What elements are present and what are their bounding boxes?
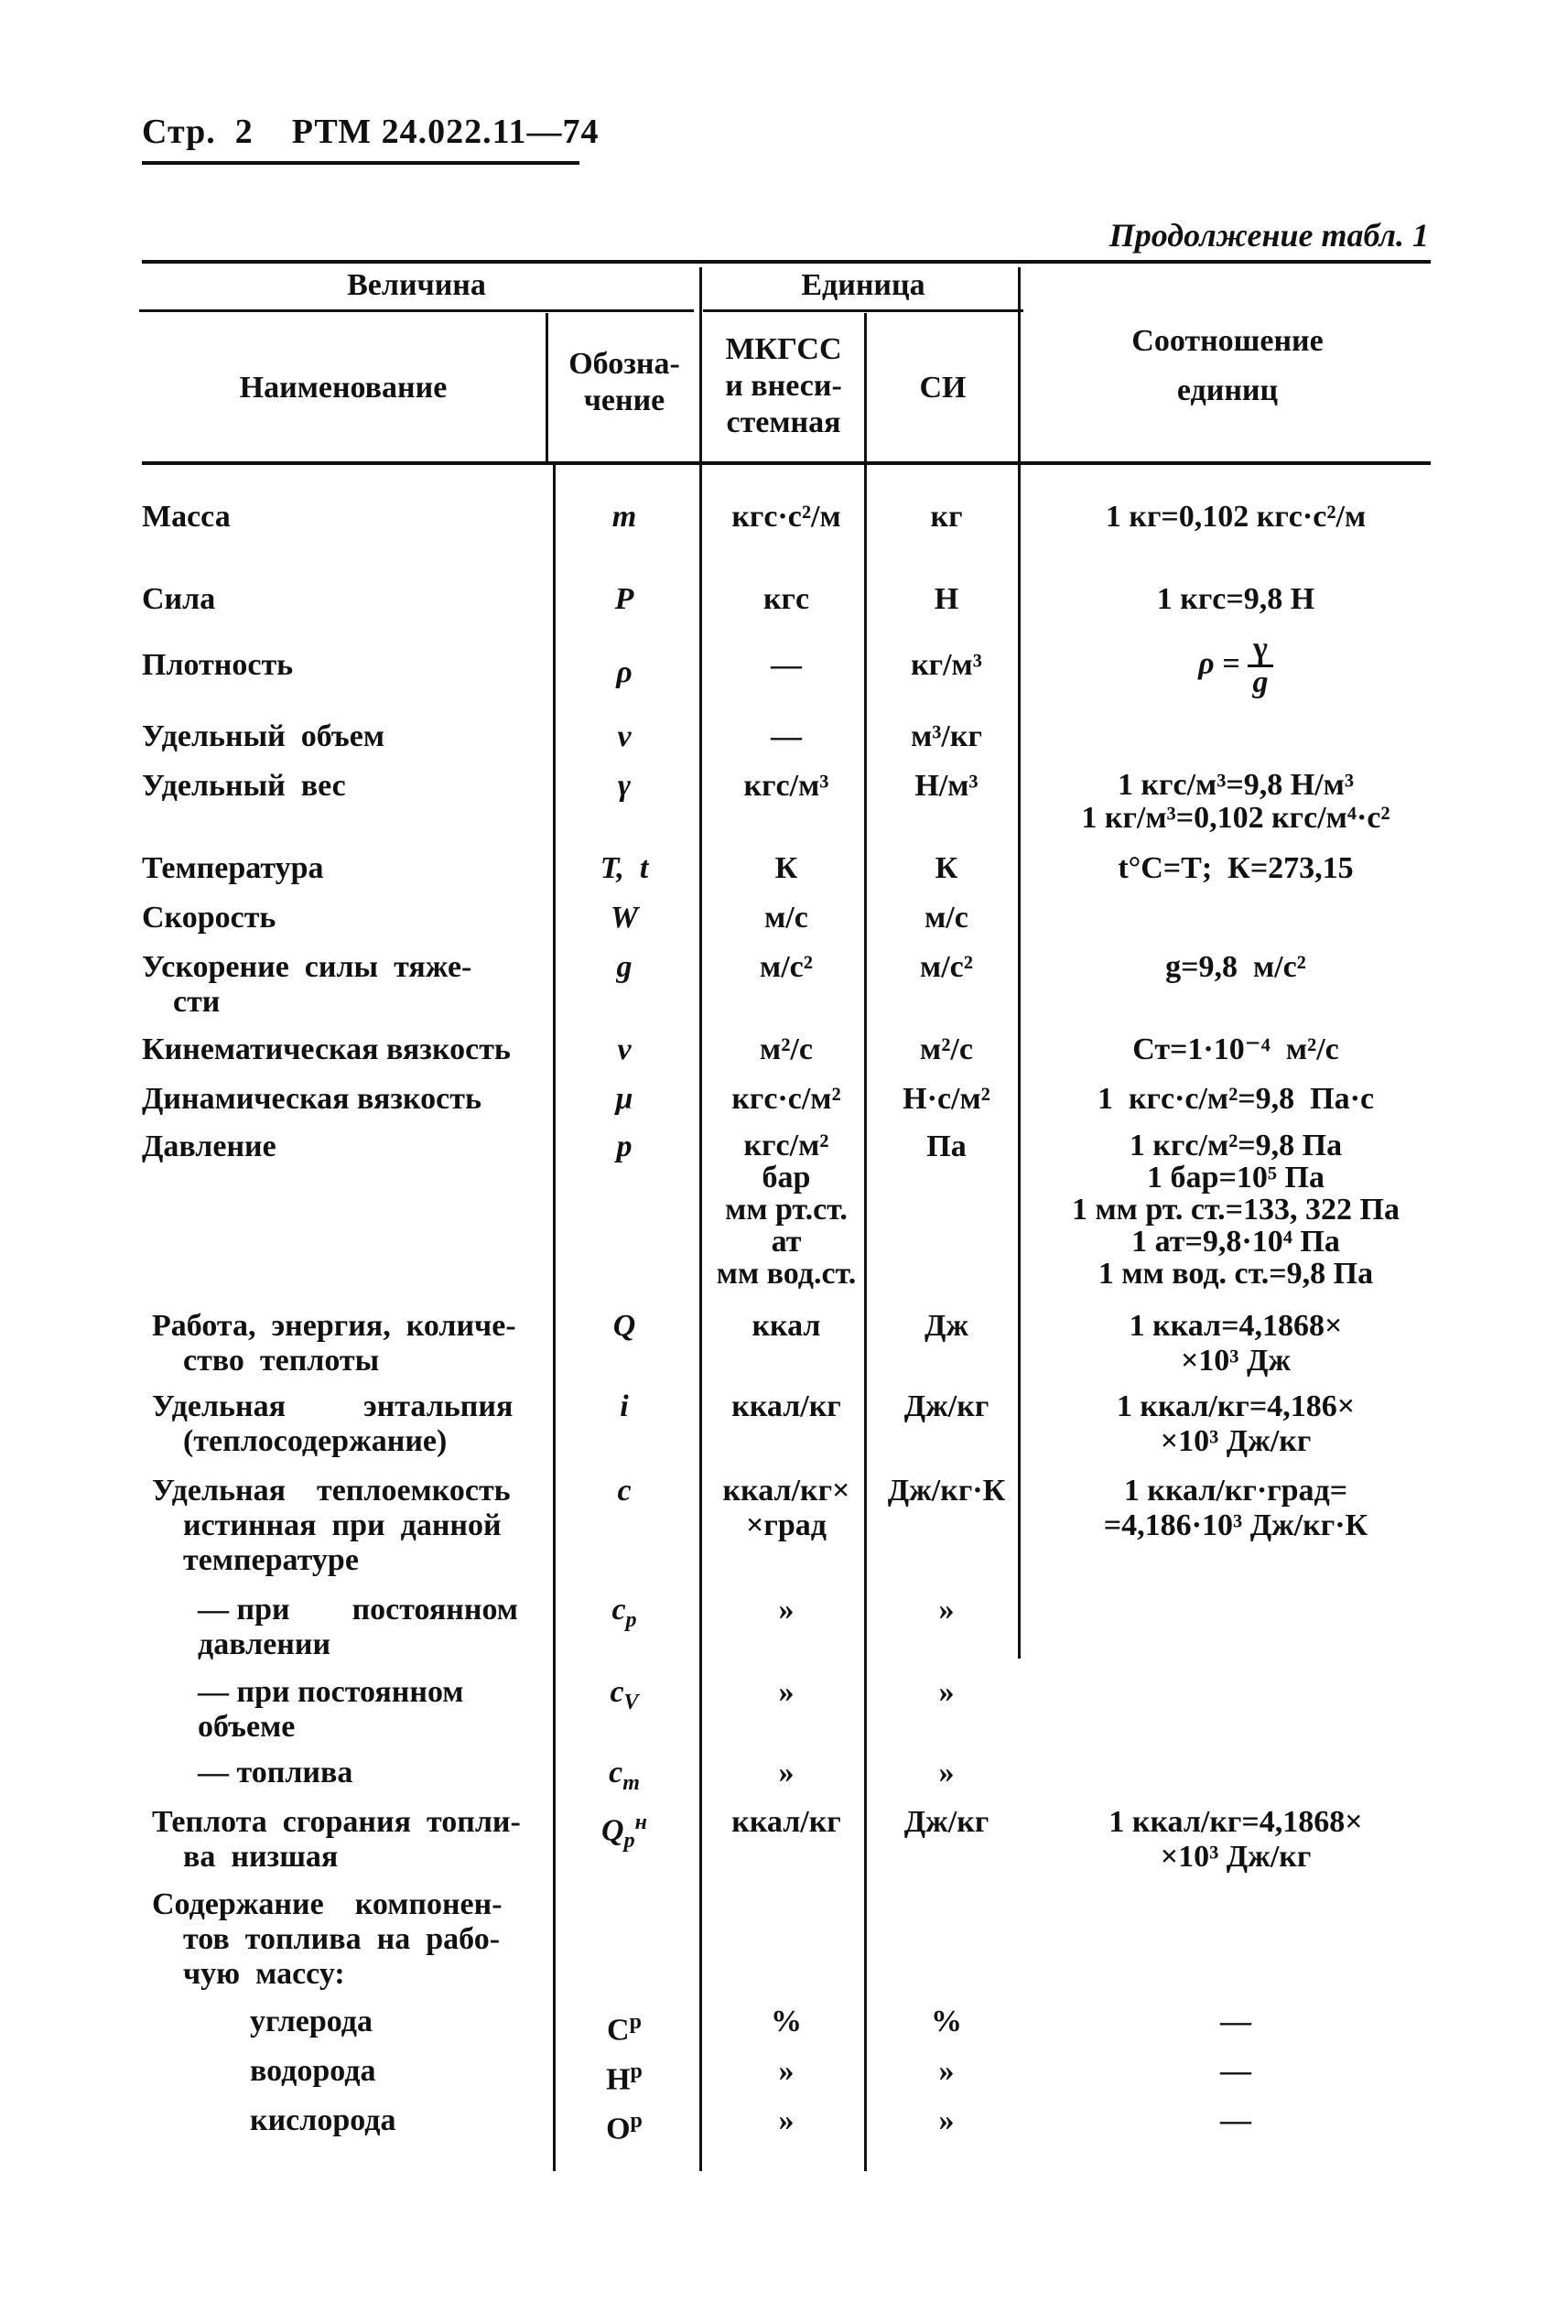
row-si-unit: » — [938, 2103, 955, 2137]
row-name: — топлива — [198, 1756, 353, 1789]
row-si-unit: » — [938, 2054, 955, 2088]
row-symbol: W — [610, 901, 639, 935]
row-mkgss-unit: кгс·с²/м — [731, 500, 841, 534]
row-symbol: $c_V$ — [610, 1675, 639, 1714]
table-subheader-rule-left — [139, 309, 694, 312]
row-si-unit: м³/кг — [911, 719, 982, 753]
formula-denominator: g — [1252, 665, 1269, 699]
row-si-unit: Дж/кг — [903, 1389, 989, 1423]
header-quantity: Величина — [347, 268, 486, 302]
row-symbol: p — [616, 1130, 633, 1163]
row-symbol: $c_т$ — [609, 1756, 640, 1795]
header-symbol: Обозна- чение — [568, 347, 680, 417]
row-name — [198, 1593, 536, 1662]
row-relation: 1 ккал/кг=4,1868× ×10³ Дж/кг — [1108, 1805, 1363, 1874]
row-name: Удельная теплоемкость истинная при данной температуре — [152, 1474, 511, 1577]
symbol-superscript: р — [630, 2059, 643, 2083]
formula-numerator: γ — [1248, 633, 1273, 667]
symbol-superscript: р — [629, 2010, 642, 2034]
row-mkgss-unit: К — [774, 851, 798, 885]
row-name-line: давлении — [198, 1627, 331, 1661]
row-name: Содержание компонен- тов топлива на рабо- чую массу: — [152, 1887, 503, 1991]
row-symbol: v — [617, 719, 632, 753]
row-relation: 1 ккал=4,1868× ×10³ Дж — [1129, 1309, 1343, 1378]
row-si-unit: » — [938, 1593, 955, 1627]
header-mkgss: МКГСС и внеси- стемная — [725, 332, 842, 439]
row-si-unit: Н — [934, 582, 959, 616]
symbol-subscript: т — [622, 1770, 640, 1795]
row-mkgss-unit: ккал/кг — [731, 1389, 841, 1423]
row-relation: 1 ккал/кг=4,186× ×10³ Дж/кг — [1116, 1389, 1356, 1458]
row-mkgss-unit: кгс·с/м² — [731, 1082, 841, 1116]
row-relation: — — [1220, 2054, 1251, 2088]
row-name-line: — при постоянном — [198, 1593, 518, 1627]
row-mkgss-unit: кгс — [762, 582, 810, 616]
row-name: Работа, энергия, количе- ство теплоты — [152, 1309, 516, 1378]
row-si-unit: » — [938, 1675, 955, 1709]
formula-lhs: ρ = — [1198, 646, 1240, 681]
row-name: Удельная энтальпия (теплосодержание) — [152, 1389, 514, 1458]
row-name: Удельный вес — [142, 769, 346, 803]
row-name: Температура — [142, 851, 324, 885]
row-mkgss-unit: » — [778, 1675, 795, 1709]
row-name: кислорода — [250, 2103, 396, 2137]
row-relation: 1 кгс/м²=9,8 Па 1 бар=10⁵ Па 1 мм рт. ст.=133, 322 Па 1 ат=9,8·10⁴ Па 1 мм вод. ст.=9,8 Па — [1072, 1129, 1400, 1291]
row-symbol: m — [611, 500, 637, 534]
row-mkgss-unit: м/с² — [760, 950, 813, 984]
row-symbol: P — [614, 582, 634, 616]
row-symbol: g — [616, 950, 633, 984]
row-relation: — — [1220, 2103, 1251, 2137]
row-symbol: ρ — [616, 655, 633, 689]
column-divider-1 — [546, 313, 548, 461]
header-si: СИ — [919, 371, 967, 405]
row-name: Сила — [142, 582, 216, 616]
table-continuation-caption: Продолжение табл. 1 — [1108, 217, 1429, 254]
row-relation: 1 кг=0,102 кгс·с²/м — [1105, 500, 1367, 534]
symbol-superscript: р — [630, 2109, 643, 2133]
row-mkgss-unit: — — [771, 648, 802, 682]
row-si-unit: Дж/кг·К — [887, 1474, 1006, 1508]
header-unit: Единица — [801, 268, 925, 302]
row-name: Плотность — [142, 648, 294, 682]
symbol-subscript: p — [625, 1607, 637, 1632]
row-name: Ускорение силы тяже- сти — [142, 950, 472, 1019]
row-si-unit: Дж/кг — [903, 1805, 989, 1839]
row-mkgss-unit: м²/с — [760, 1032, 813, 1066]
row-si-unit: Па — [926, 1130, 967, 1163]
row-si-unit: кг — [930, 500, 963, 534]
row-name: Скорость — [142, 901, 276, 935]
header-underline — [142, 161, 579, 165]
header-relation: Соотношение единиц — [1131, 324, 1324, 407]
row-mkgss-unit: » — [778, 2103, 795, 2137]
formula-fraction — [1248, 633, 1273, 698]
row-symbol: i — [620, 1389, 629, 1423]
row-si-unit: м²/с — [920, 1032, 973, 1066]
row-symbol: c — [617, 1474, 632, 1508]
row-symbol: $c_p$ — [611, 1593, 637, 1632]
row-relation-formula — [1025, 633, 1446, 698]
row-mkgss-unit: ккал/кг× ×град — [722, 1474, 850, 1542]
row-name: Давление — [142, 1130, 276, 1163]
row-si-unit: м/с² — [920, 950, 973, 984]
row-relation: 1 кгс·с/м²=9,8 Па·с — [1097, 1082, 1375, 1116]
table-subheader-rule-unit — [703, 309, 1023, 312]
row-name: — при постоянном объеме — [198, 1675, 464, 1744]
row-name: Теплота сгорания топли- ва низшая — [152, 1805, 521, 1874]
row-name: Масса — [142, 500, 231, 534]
row-relation: — — [1220, 2005, 1251, 2038]
row-relation: 1 кгс/м³=9,8 Н/м³ 1 кг/м³=0,102 кгс/м⁴·с² — [1081, 768, 1390, 835]
row-relation: Ст=1·10⁻⁴ м²/с — [1132, 1032, 1339, 1066]
row-mkgss-unit: % — [771, 2005, 802, 2038]
row-mkgss-unit: » — [778, 2054, 795, 2088]
row-si-unit: К — [935, 851, 958, 885]
row-mkgss-unit: » — [778, 1593, 795, 1627]
page-header: Стр. 2 РТМ 24.022.11—74 — [142, 113, 600, 151]
symbol-subscript: р — [623, 1829, 635, 1854]
row-symbol: ν — [617, 1032, 632, 1066]
row-mkgss-unit: » — [778, 1756, 795, 1789]
row-name: водорода — [250, 2054, 376, 2088]
row-symbol: $Н^р$ — [606, 2059, 643, 2097]
row-si-unit: Дж — [924, 1309, 969, 1343]
row-si-unit: Н/м³ — [914, 769, 979, 803]
row-relation: 1 кгс=9,8 Н — [1156, 582, 1315, 616]
row-mkgss-unit: ккал — [752, 1309, 821, 1343]
row-si-unit: Н·с/м² — [903, 1082, 990, 1116]
row-symbol: μ — [615, 1082, 633, 1116]
row-symbol: T, t — [600, 851, 649, 885]
row-symbol: $С^р$ — [607, 2010, 642, 2048]
row-si-unit: » — [938, 1756, 955, 1789]
row-name: Динамическая вязкость — [142, 1082, 481, 1116]
row-mkgss-unit: — — [771, 719, 802, 753]
symbol-subscript: V — [623, 1690, 639, 1714]
row-symbol: $Q_р^н$ — [601, 1811, 647, 1854]
row-si-unit: м/с — [925, 901, 968, 935]
row-name: Удельный объем — [142, 719, 384, 753]
row-symbol: γ — [617, 769, 632, 803]
row-symbol: Q — [612, 1309, 636, 1343]
symbol-superscript: н — [634, 1811, 647, 1834]
row-symbol: $О^р$ — [606, 2109, 643, 2146]
row-si-unit: % — [931, 2005, 962, 2038]
row-relation: g=9,8 м/с² — [1165, 950, 1306, 984]
row-relation: 1 ккал/кг·град= =4,186·10³ Дж/кг·К — [1103, 1474, 1368, 1542]
row-name: углерода — [250, 2005, 373, 2038]
row-mkgss-unit: ккал/кг — [731, 1805, 841, 1839]
table-top-rule — [142, 260, 1431, 264]
row-mkgss-unit: кгс/м³ — [743, 769, 829, 803]
row-name: Кинематическая вязкость — [142, 1032, 511, 1066]
row-si-unit: кг/м³ — [911, 648, 982, 682]
row-relation: t°С=Т; К=273,15 — [1118, 851, 1354, 885]
row-mkgss-unit: кгс/м² бар мм рт.ст. ат мм вод.ст. — [716, 1129, 857, 1291]
table-header-bottom-rule — [142, 461, 1431, 465]
column-divider-2 — [699, 267, 702, 2171]
header-name: Наименование — [239, 371, 448, 405]
row-mkgss-unit: м/с — [764, 901, 808, 935]
